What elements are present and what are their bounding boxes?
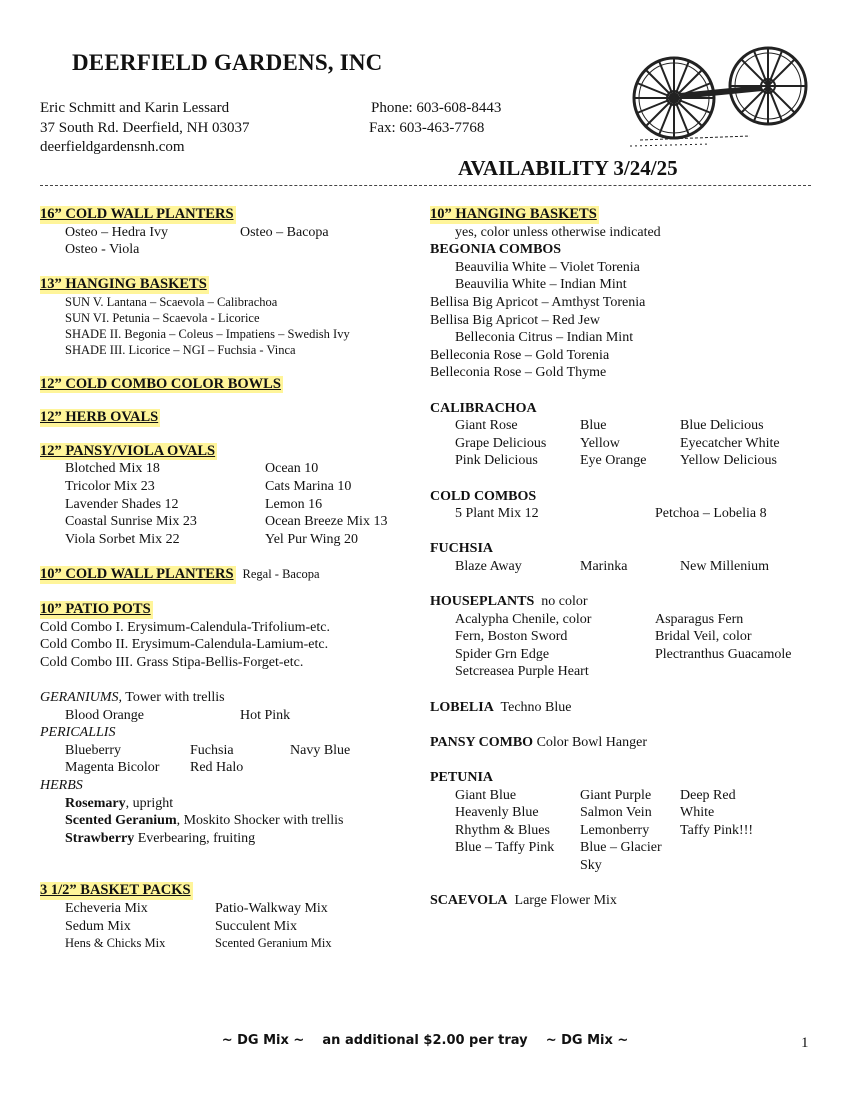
list-item: Succulent Mix [215,918,298,934]
list-item: Eye Orange [580,453,647,469]
herb-note: Everbearing, fruiting [134,830,256,846]
herb-note: , Moskito Shocker with trellis [176,813,344,829]
list-item: Blotched Mix 18 [65,461,160,477]
list-item: Bellisa Big Apricot – Amthyst Torenia [430,294,646,310]
list-item: Belleconia Citrus – Indian Mint [455,330,634,346]
list-item: Marinka [580,558,628,574]
calibrachoa-list [430,417,820,470]
section-title: 12” HERB OVALS [40,409,159,426]
list-item: Bellisa Big Apricot – Red Jew [430,312,600,328]
list-item: Cold Combo I. Erysimum-Calendula-Trifolium-etc. [40,619,330,635]
list-item: Blood Orange [65,707,144,723]
left-column [40,206,420,953]
category-note: Techno Blue [493,699,572,715]
section-title: 10” PATIO POTS [40,601,151,618]
list-item: 5 Plant Mix 12 [455,506,539,522]
list-item: SUN VI. Petunia – Scaevola - Licorice [65,310,260,325]
list-item: Yel Pur Wing 20 [265,531,359,547]
list-row [455,663,820,681]
list-row [455,628,820,646]
category-label: HERBS [40,778,83,794]
footer-note: ~ DG Mix ~ an additional $2.00 per tray ~ DG Mix ~ [221,1033,629,1048]
list-item: Sedum Mix [65,918,131,934]
section-note: yes, color unless otherwise indicated [455,224,661,240]
category-note: Color Bowl Hanger [533,734,647,750]
list-row [455,646,820,664]
herb-name: Strawberry [65,830,135,846]
list-item: Giant Rose [455,418,518,434]
list-item: Plectranthus Guacamole [655,646,792,662]
list-item: Lemon 16 [265,496,323,512]
list-item: Asparagus Fern [655,611,744,627]
list-item: Ocean 10 [265,461,319,477]
category-label: HOUSEPLANTS [430,594,535,610]
category-label: SCAEVOLA [430,893,508,909]
list-item: Deep Red [680,787,736,803]
list-item: Blue – Glacier Sky [580,840,662,873]
list-item: Belleconia Rose – Gold Thyme [430,365,607,381]
list-item: Fern, Boston Sword [455,629,568,645]
list-item: Pink Delicious [455,453,538,469]
section-title: 3 1/2” BASKET PACKS [40,882,191,899]
list-item: Salmon Vein [580,805,652,821]
category-label: BEGONIA COMBOS [430,242,562,258]
list-item: Setcreasea Purple Heart [455,664,589,680]
list-item: Osteo – Bacopa [240,224,329,240]
category-note: no color [534,594,588,610]
list-row [455,417,820,435]
address: 37 South Rd. Deerfield, NH 03037 [40,120,250,136]
list-item: Lavender Shades 12 [65,496,179,512]
list-item: Beauvilia White – Violet Torenia [455,259,640,275]
list-item: SHADE II. Begonia – Coleus – Impatiens – Swedish Ivy [65,326,350,341]
list-item: Echeveria Mix [65,901,148,916]
list-item: Osteo – Hedra Ivy [65,224,169,240]
list-item: Taffy Pink!!! [680,822,754,838]
list-item: Eyecatcher White [680,435,780,451]
section-title: 10” HANGING BASKETS [430,206,597,222]
section-title: 10” COLD WALL PLANTERS [40,565,234,582]
houseplants-list [430,611,820,681]
herb-name: Scented Geranium [65,813,177,829]
list-item: Hens & Chicks Mix [65,936,166,951]
section-note: Regal - Bacopa [242,566,320,581]
list-item: Blue Delicious [680,418,764,434]
website: deerfieldgardensnh.com [40,139,185,155]
list-item: Blueberry [65,742,121,758]
section-title: 16” COLD WALL PLANTERS [40,206,234,222]
list-item: SUN V. Lantana – Scaevola – Calibrachoa [65,294,278,309]
list-item: Blue – Taffy Pink [455,840,555,856]
list-item: Beauvilia White – Indian Mint [455,277,627,293]
list-row [455,804,820,822]
list-item: Yellow [580,435,620,451]
list-item: Grape Delicious [455,435,547,451]
list-item: New Millenium [680,558,770,574]
list-item: Navy Blue [290,742,351,758]
category-label: PETUNIA [430,770,494,785]
list-item: Giant Blue [455,787,517,803]
list-item: White [680,805,715,821]
list-item: Scented Geranium Mix [215,936,332,951]
list-row [455,787,820,805]
list-item: Giant Purple [580,787,652,803]
right-column [430,206,820,910]
list-item: Rhythm & Blues [455,822,550,838]
list-item: Acalypha Chenile, color [455,611,592,627]
list-row [455,452,820,470]
phone: Phone: 603-608-8443 [371,100,502,116]
petunia-list [430,787,820,875]
list-item: Hot Pink [240,707,291,723]
owners: Eric Schmitt and Karin Lessard [40,100,230,116]
list-item: Cold Combo III. Grass Stipa-Bellis-Forget-etc. [40,654,304,670]
fax: Fax: 603-463-7768 [369,120,485,136]
section-title: 12” COLD COMBO COLOR BOWLS [40,375,281,392]
list-item: Heavenly Blue [455,805,539,821]
list-row [455,839,820,874]
list-item: Cats Marina 10 [265,478,352,494]
category-note: Tower with trellis [125,690,225,706]
list-row [455,435,820,453]
list-row [455,822,820,840]
availability-date: AVAILABILITY 3/24/25 [458,156,678,180]
page-number: 1 [801,1035,809,1051]
category-label: LOBELIA [430,699,494,715]
list-item: Yellow Delicious [680,453,777,469]
list-item: Patio-Walkway Mix [215,901,328,916]
list-item: Cold Combo II. Erysimum-Calendula-Lamium-etc. [40,637,329,653]
list-item: Bridal Veil, color [655,629,752,645]
begonia-list [430,259,820,382]
list-item: Belleconia Rose – Gold Torenia [430,347,610,363]
category-label: GERANIUMS, [40,690,123,706]
list-item: SHADE III. Licorice – NGI – Fuchsia - Vinca [65,342,296,357]
category-label: CALIBRACHOA [430,400,537,416]
herb-name: Rosemary [65,795,126,811]
section-title: 12” PANSY/VIOLA OVALS [40,442,216,459]
category-label: COLD COMBOS [430,488,537,504]
list-item: Blue [580,418,607,434]
company-name: DEERFIELD GARDENS, INC [72,50,383,75]
list-item: Viola Sorbet Mix 22 [65,531,180,547]
list-item: Lemonberry [580,822,650,838]
list-row [455,611,820,629]
list-item: Spider Grn Edge [455,646,550,662]
section-title: 13” HANGING BASKETS [40,276,207,293]
list-item: Coastal Sunrise Mix 23 [65,514,197,530]
list-item: Petchoa – Lobelia 8 [655,506,767,522]
header-divider [40,185,811,186]
list-item: Fuchsia [190,742,234,758]
list-item: Magenta Bicolor [65,760,160,776]
list-item: Red Halo [190,760,244,776]
category-label: PERICALLIS [40,725,116,741]
wagon-wheel-icon [630,36,810,154]
category-label: FUCHSIA [430,541,494,557]
category-note: Large Flower Mix [507,893,617,909]
list-item: Ocean Breeze Mix 13 [265,514,388,530]
list-item: Tricolor Mix 23 [65,478,155,494]
category-label: PANSY COMBO [430,734,534,750]
herb-note: , upright [125,795,174,811]
list-item: Osteo - Viola [65,242,140,258]
list-item: Blaze Away [455,558,522,574]
